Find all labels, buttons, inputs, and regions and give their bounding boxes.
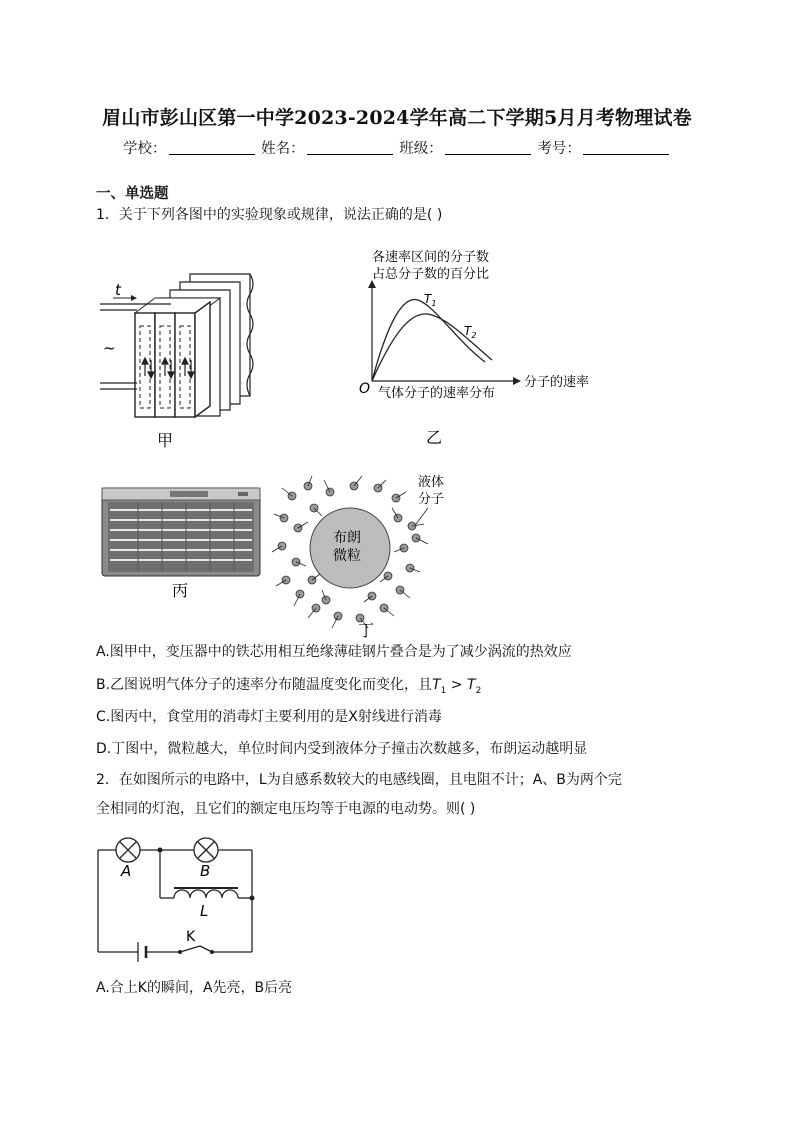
name-blank[interactable]	[307, 140, 393, 155]
question-2-stem-line-2: 全相同的灯泡，且它们的额定电压均等于电源的电动势。则( )	[96, 801, 476, 817]
question-1-stem: 1．关于下列各图中的实验现象或规律，说法正确的是( )	[96, 207, 443, 223]
section-heading: 一、单选题	[96, 186, 169, 202]
student-info-line	[123, 137, 671, 158]
yi-xlabel: 分子的速率	[524, 375, 590, 390]
q1-option-b[interactable]: B.乙图说明气体分子的速率分布随温度变化而变化，且$T_1 > T_2$	[96, 677, 482, 696]
particle-label-1: 布朗	[333, 530, 361, 546]
liquid-label-2: 分子	[418, 492, 445, 507]
ac-label: ~	[103, 339, 116, 357]
figure-ding-brownian	[268, 468, 453, 640]
page-title: 眉山市彭山区第一中学2023-2024学年高二下学期5月月考物理试卷	[102, 107, 692, 129]
figure-jia-transformer	[95, 268, 270, 453]
question-2-stem-line-1: 2．在如图所示的电路中，L为自感系数较大的电感线圈，且电阻不计；A、B为两个完	[96, 772, 622, 788]
figure-yi-speed-distribution	[350, 244, 605, 449]
class-blank[interactable]	[445, 140, 531, 155]
school-blank[interactable]	[169, 140, 255, 155]
caption-bing: 丙	[172, 581, 189, 600]
yi-ylabel-1: 各速率区间的分子数	[372, 250, 490, 265]
switch-label: K	[186, 929, 196, 945]
figure-bing-uv-lamp	[100, 484, 265, 604]
q1-option-d[interactable]: D.丁图中，微粒越大，单位时间内受到液体分子撞击次数越多，布朗运动越明显	[96, 741, 588, 757]
class-label: 班级：	[399, 141, 443, 157]
lamp-a-label: A	[121, 862, 132, 880]
caption-yi: 乙	[426, 428, 443, 447]
yi-bottom-label: 气体分子的速率分布	[378, 386, 496, 401]
q1-option-c[interactable]: C.图丙中，食堂用的消毒灯主要利用的是X射线进行消毒	[96, 709, 442, 725]
yi-ylabel-2: 占总分子数的百分比	[372, 267, 490, 282]
yi-origin: O	[359, 381, 371, 397]
lamp-b-label: B	[200, 862, 211, 880]
school-label: 学校：	[123, 141, 167, 157]
caption-ding: 丁	[358, 621, 375, 640]
caption-jia: 甲	[157, 431, 174, 450]
yi-t2-label: $T_2$	[464, 324, 477, 340]
name-label: 姓名：	[261, 141, 305, 157]
yi-t1-label: $T_1$	[424, 292, 437, 308]
inductor-label: L	[200, 902, 209, 920]
number-label: 考号：	[537, 141, 581, 157]
q2-option-a[interactable]: A.合上K的瞬间，A先亮，B后亮	[96, 980, 293, 996]
particle-label-2: 微粒	[333, 548, 361, 564]
figure-circuit	[94, 834, 264, 964]
q1-option-a[interactable]: A.图甲中，变压器中的铁芯用相互绝缘薄硅钢片叠合是为了减少涡流的热效应	[96, 644, 572, 660]
liquid-label-1: 液体	[418, 475, 445, 490]
t-label: t	[115, 281, 121, 299]
number-blank[interactable]	[583, 140, 669, 155]
